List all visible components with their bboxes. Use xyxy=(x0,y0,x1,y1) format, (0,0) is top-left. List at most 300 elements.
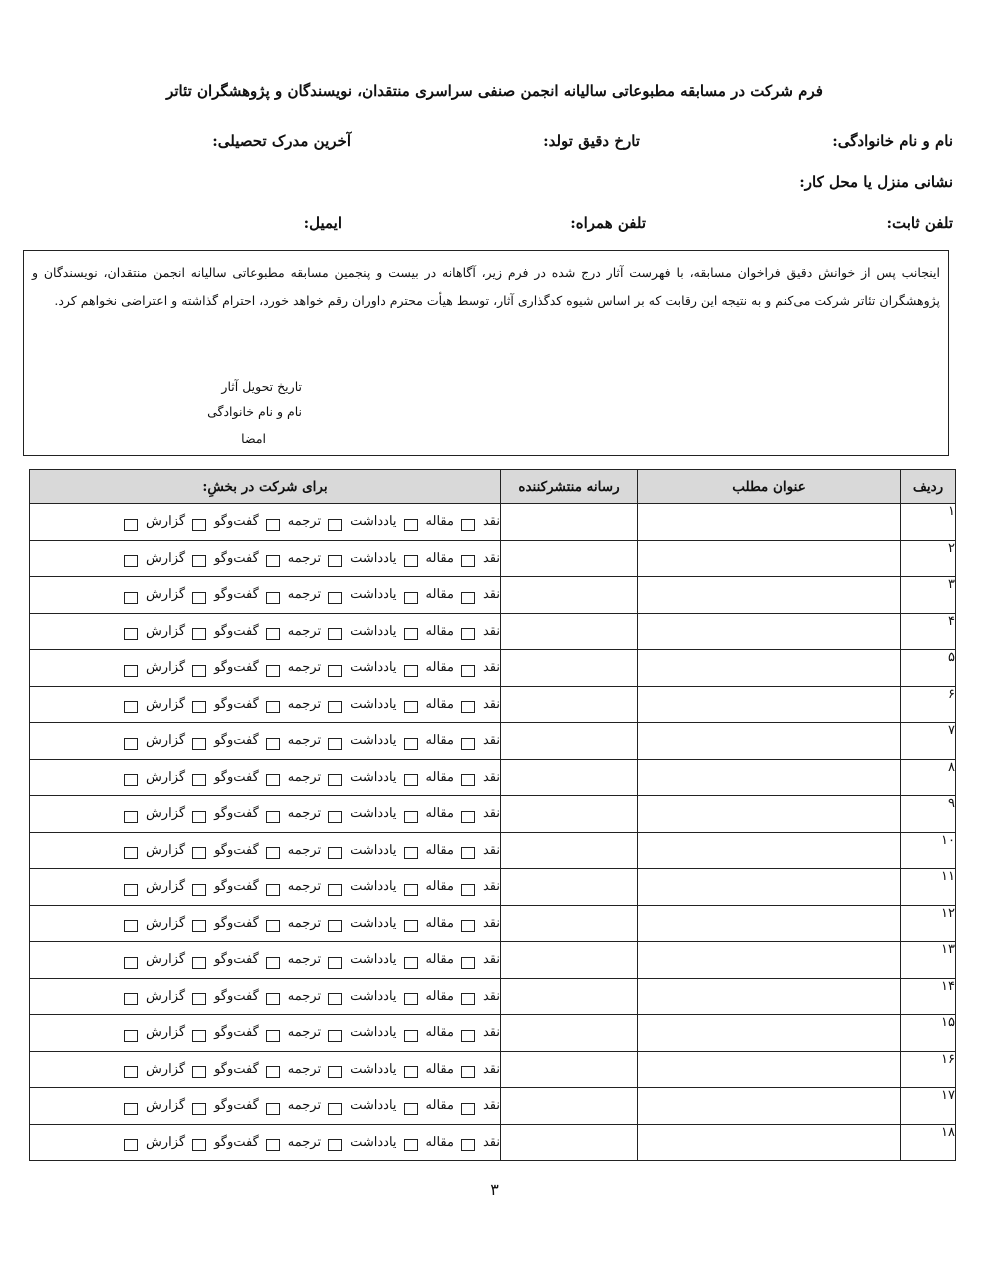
category-label: نقد xyxy=(482,1098,500,1114)
category-option xyxy=(266,1025,321,1040)
category-option xyxy=(266,916,321,931)
table-row xyxy=(30,540,956,577)
category-checkbox[interactable] xyxy=(266,665,280,677)
category-option xyxy=(461,624,500,639)
title-cell[interactable] xyxy=(638,504,901,541)
title-cell[interactable] xyxy=(638,1124,901,1161)
publisher-cell[interactable] xyxy=(501,540,638,577)
category-checkbox[interactable] xyxy=(461,1103,475,1115)
category-label: گفت‌وگو xyxy=(214,988,259,1004)
page-number: ۳ xyxy=(490,1180,499,1199)
category-option xyxy=(192,916,259,931)
category-checkbox[interactable] xyxy=(404,1066,418,1078)
category-checkbox[interactable] xyxy=(124,847,138,859)
category-option xyxy=(124,916,185,931)
table-row xyxy=(30,1051,956,1088)
category-checkbox[interactable] xyxy=(124,774,138,786)
title-cell[interactable] xyxy=(638,1015,901,1052)
row-number: ۱۳ xyxy=(901,942,956,979)
category-checkbox[interactable] xyxy=(124,701,138,713)
category-checkbox[interactable] xyxy=(266,701,280,713)
category-checkbox[interactable] xyxy=(404,592,418,604)
category-label: یادداشت xyxy=(350,988,397,1004)
publisher-cell[interactable] xyxy=(501,832,638,869)
category-checkbox[interactable] xyxy=(328,1066,342,1078)
category-checkbox[interactable] xyxy=(461,1030,475,1042)
category-option xyxy=(404,770,454,785)
category-checkbox[interactable] xyxy=(266,1066,280,1078)
category-checkbox[interactable] xyxy=(328,592,342,604)
category-option xyxy=(461,551,500,566)
title-cell[interactable] xyxy=(638,796,901,833)
publisher-cell[interactable] xyxy=(501,613,638,650)
category-option xyxy=(404,697,454,712)
row-number: ۳ xyxy=(901,577,956,614)
row-number: ۱۷ xyxy=(901,1088,956,1125)
category-checkbox[interactable] xyxy=(461,811,475,823)
category-label: گزارش xyxy=(145,952,186,968)
category-option xyxy=(461,1098,500,1113)
category-checkbox[interactable] xyxy=(328,738,342,750)
publisher-cell[interactable] xyxy=(501,905,638,942)
category-checkbox[interactable] xyxy=(124,920,138,932)
works-table xyxy=(29,469,956,1161)
category-label: گفت‌وگو xyxy=(214,733,259,749)
category-checkbox[interactable] xyxy=(124,957,138,969)
title-cell[interactable] xyxy=(638,540,901,577)
category-option xyxy=(404,733,454,748)
category-option xyxy=(404,1025,454,1040)
category-checkbox[interactable] xyxy=(328,519,342,531)
name-field-label: نام و نام خانوادگی: xyxy=(832,132,953,150)
title-cell[interactable] xyxy=(638,942,901,979)
title-cell[interactable] xyxy=(638,1088,901,1125)
category-checkbox[interactable] xyxy=(328,1103,342,1115)
category-checkbox[interactable] xyxy=(192,993,206,1005)
category-label: ترجمه xyxy=(287,1134,322,1150)
category-checkbox[interactable] xyxy=(461,628,475,640)
category-option xyxy=(124,1062,185,1077)
category-checkbox[interactable] xyxy=(192,847,206,859)
row-number: ۱۱ xyxy=(901,869,956,906)
category-option xyxy=(124,952,185,967)
category-option xyxy=(404,916,454,931)
category-option xyxy=(404,843,454,858)
category-checkbox[interactable] xyxy=(404,811,418,823)
category-checkbox[interactable] xyxy=(124,1139,138,1151)
row-number: ۱ xyxy=(901,504,956,541)
table-row xyxy=(30,723,956,760)
publisher-cell[interactable] xyxy=(501,1124,638,1161)
degree-field-label: آخرین مدرک تحصیلی: xyxy=(212,132,351,150)
category-label: یادداشت xyxy=(350,1025,397,1041)
category-checkbox[interactable] xyxy=(461,665,475,677)
table-row xyxy=(30,905,956,942)
category-label: گزارش xyxy=(145,550,186,566)
category-option xyxy=(124,697,185,712)
section-cell xyxy=(30,796,501,833)
category-option xyxy=(266,806,321,821)
category-checkbox[interactable] xyxy=(266,1139,280,1151)
category-checkbox[interactable] xyxy=(266,592,280,604)
section-cell xyxy=(30,832,501,869)
publisher-cell[interactable] xyxy=(501,796,638,833)
category-checkbox[interactable] xyxy=(404,920,418,932)
category-option xyxy=(461,989,500,1004)
category-label: گفت‌وگو xyxy=(214,842,259,858)
category-option xyxy=(404,624,454,639)
category-checkbox[interactable] xyxy=(404,847,418,859)
category-label: مقاله xyxy=(425,988,454,1004)
publisher-cell[interactable] xyxy=(501,1088,638,1125)
category-checkbox[interactable] xyxy=(266,519,280,531)
category-option xyxy=(461,843,500,858)
category-option xyxy=(266,551,321,566)
category-option xyxy=(404,952,454,967)
category-checkbox[interactable] xyxy=(192,884,206,896)
category-checkbox[interactable] xyxy=(404,957,418,969)
category-checkbox[interactable] xyxy=(192,1030,206,1042)
category-option xyxy=(404,806,454,821)
category-label: نقد xyxy=(482,988,500,1004)
category-checkbox[interactable] xyxy=(192,774,206,786)
category-label: گفت‌وگو xyxy=(214,623,259,639)
category-option xyxy=(124,551,185,566)
publisher-cell[interactable] xyxy=(501,1051,638,1088)
category-checkbox[interactable] xyxy=(124,592,138,604)
category-checkbox[interactable] xyxy=(328,665,342,677)
category-checkbox[interactable] xyxy=(461,774,475,786)
category-label: نقد xyxy=(482,1025,500,1041)
table-row xyxy=(30,613,956,650)
category-checkbox[interactable] xyxy=(266,847,280,859)
category-checkbox[interactable] xyxy=(328,847,342,859)
category-checkbox[interactable] xyxy=(328,1030,342,1042)
category-label: گفت‌وگو xyxy=(214,1098,259,1114)
category-checkbox[interactable] xyxy=(461,555,475,567)
publisher-cell[interactable] xyxy=(501,650,638,687)
publisher-cell[interactable] xyxy=(501,869,638,906)
category-checkbox[interactable] xyxy=(461,738,475,750)
category-label: گزارش xyxy=(145,988,186,1004)
title-cell[interactable] xyxy=(638,613,901,650)
address-field-label: نشانی منزل یا محل کار: xyxy=(799,173,953,191)
section-cell xyxy=(30,759,501,796)
category-label: گزارش xyxy=(145,1025,186,1041)
category-checkbox[interactable] xyxy=(124,1103,138,1115)
category-checkbox[interactable] xyxy=(266,738,280,750)
category-checkbox[interactable] xyxy=(192,1103,206,1115)
category-checkbox[interactable] xyxy=(266,993,280,1005)
category-option xyxy=(266,843,321,858)
category-label: گزارش xyxy=(145,769,186,785)
section-cell xyxy=(30,1124,501,1161)
category-checkbox[interactable] xyxy=(266,957,280,969)
category-checkbox[interactable] xyxy=(461,920,475,932)
category-label: مقاله xyxy=(425,806,454,822)
category-label: مقاله xyxy=(425,1061,454,1077)
category-checkbox[interactable] xyxy=(192,920,206,932)
category-checkbox[interactable] xyxy=(266,1103,280,1115)
category-checkbox[interactable] xyxy=(328,884,342,896)
signer-name-label: نام و نام خانوادگی xyxy=(207,404,302,419)
category-label: گزارش xyxy=(145,879,186,895)
category-checkbox[interactable] xyxy=(192,1139,206,1151)
category-option xyxy=(192,1025,259,1040)
category-label: مقاله xyxy=(425,587,454,603)
category-checkbox[interactable] xyxy=(266,774,280,786)
category-option xyxy=(192,989,259,1004)
category-checkbox[interactable] xyxy=(328,1139,342,1151)
category-checkbox[interactable] xyxy=(328,920,342,932)
category-label: ترجمه xyxy=(287,514,322,530)
category-option xyxy=(124,624,185,639)
category-label: یادداشت xyxy=(350,1061,397,1077)
category-option xyxy=(404,587,454,602)
category-option xyxy=(328,1098,396,1113)
category-option xyxy=(461,733,500,748)
category-checkbox[interactable] xyxy=(404,884,418,896)
category-label: ترجمه xyxy=(287,587,322,603)
row-number: ۹ xyxy=(901,796,956,833)
category-option xyxy=(461,770,500,785)
publisher-cell[interactable] xyxy=(501,686,638,723)
publisher-cell[interactable] xyxy=(501,504,638,541)
section-cell xyxy=(30,1015,501,1052)
category-checkbox[interactable] xyxy=(192,738,206,750)
category-checkbox[interactable] xyxy=(404,1139,418,1151)
category-label: ترجمه xyxy=(287,952,322,968)
category-option xyxy=(461,1025,500,1040)
category-option xyxy=(328,806,396,821)
category-label: گفت‌وگو xyxy=(214,1134,259,1150)
category-checkbox[interactable] xyxy=(124,665,138,677)
category-option xyxy=(124,879,185,894)
category-checkbox[interactable] xyxy=(404,774,418,786)
section-cell xyxy=(30,978,501,1015)
row-number: ۱۶ xyxy=(901,1051,956,1088)
table-row xyxy=(30,686,956,723)
category-label: گفت‌وگو xyxy=(214,915,259,931)
category-checkbox[interactable] xyxy=(404,993,418,1005)
form-title: فرم شرکت در مسابقه مطبوعاتی سالیانه انجمن صنفی سراسری منتقدان، نویسندگان و پژوهشگران تئاتر xyxy=(166,82,823,100)
category-option xyxy=(266,1135,321,1150)
delivery-date-label: تاریخ تحویل آثار xyxy=(221,379,302,394)
section-cell xyxy=(30,577,501,614)
category-option xyxy=(328,551,396,566)
category-checkbox[interactable] xyxy=(266,884,280,896)
category-checkbox[interactable] xyxy=(404,555,418,567)
birth-date-field-label: تارخ دقیق تولد: xyxy=(543,132,640,150)
category-checkbox[interactable] xyxy=(328,993,342,1005)
category-label: ترجمه xyxy=(287,769,322,785)
category-label: یادداشت xyxy=(350,733,397,749)
publisher-cell[interactable] xyxy=(501,1015,638,1052)
category-checkbox[interactable] xyxy=(461,957,475,969)
category-label: ترجمه xyxy=(287,696,322,712)
section-cell xyxy=(30,504,501,541)
category-checkbox[interactable] xyxy=(192,628,206,640)
title-cell[interactable] xyxy=(638,686,901,723)
category-option xyxy=(328,587,396,602)
title-cell[interactable] xyxy=(638,723,901,760)
category-checkbox[interactable] xyxy=(192,665,206,677)
category-checkbox[interactable] xyxy=(461,847,475,859)
category-checkbox[interactable] xyxy=(461,592,475,604)
category-label: نقد xyxy=(482,1061,500,1077)
category-checkbox[interactable] xyxy=(266,555,280,567)
category-label: نقد xyxy=(482,660,500,676)
table-row xyxy=(30,577,956,614)
category-checkbox[interactable] xyxy=(124,628,138,640)
category-option xyxy=(404,1062,454,1077)
category-label: مقاله xyxy=(425,1134,454,1150)
category-option xyxy=(266,733,321,748)
category-checkbox[interactable] xyxy=(124,993,138,1005)
publisher-cell[interactable] xyxy=(501,723,638,760)
category-checkbox[interactable] xyxy=(266,1030,280,1042)
row-number: ۱۸ xyxy=(901,1124,956,1161)
category-checkbox[interactable] xyxy=(192,701,206,713)
row-number: ۱۵ xyxy=(901,1015,956,1052)
category-option xyxy=(461,514,500,529)
category-checkbox[interactable] xyxy=(404,665,418,677)
category-checkbox[interactable] xyxy=(192,957,206,969)
category-label: نقد xyxy=(482,806,500,822)
category-checkbox[interactable] xyxy=(328,811,342,823)
category-checkbox[interactable] xyxy=(461,519,475,531)
category-checkbox[interactable] xyxy=(192,811,206,823)
category-label: نقد xyxy=(482,623,500,639)
category-option xyxy=(192,1135,259,1150)
title-cell[interactable] xyxy=(638,1051,901,1088)
category-option xyxy=(461,660,500,675)
category-checkbox[interactable] xyxy=(266,811,280,823)
category-checkbox[interactable] xyxy=(124,555,138,567)
publisher-cell[interactable] xyxy=(501,577,638,614)
category-checkbox[interactable] xyxy=(328,555,342,567)
publisher-cell[interactable] xyxy=(501,759,638,796)
category-checkbox[interactable] xyxy=(461,884,475,896)
publisher-cell[interactable] xyxy=(501,942,638,979)
category-checkbox[interactable] xyxy=(461,1066,475,1078)
category-option xyxy=(461,916,500,931)
category-checkbox[interactable] xyxy=(266,628,280,640)
category-option xyxy=(266,770,321,785)
category-option xyxy=(124,587,185,602)
title-cell[interactable] xyxy=(638,650,901,687)
category-label: نقد xyxy=(482,842,500,858)
category-option xyxy=(124,660,185,675)
category-label: گفت‌وگو xyxy=(214,806,259,822)
category-option xyxy=(328,843,396,858)
category-checkbox[interactable] xyxy=(461,701,475,713)
title-cell[interactable] xyxy=(638,905,901,942)
category-label: مقاله xyxy=(425,660,454,676)
title-cell[interactable] xyxy=(638,978,901,1015)
category-label: مقاله xyxy=(425,514,454,530)
title-cell[interactable] xyxy=(638,759,901,796)
category-checkbox[interactable] xyxy=(266,920,280,932)
row-number: ۵ xyxy=(901,650,956,687)
category-option xyxy=(192,879,259,894)
category-label: گفت‌وگو xyxy=(214,587,259,603)
mobile-field-label: تلفن همراه: xyxy=(570,214,646,232)
row-number: ۱۰ xyxy=(901,832,956,869)
category-label: نقد xyxy=(482,915,500,931)
category-checkbox[interactable] xyxy=(461,1139,475,1151)
category-label: گزارش xyxy=(145,1061,186,1077)
table-row xyxy=(30,504,956,541)
title-cell[interactable] xyxy=(638,869,901,906)
section-header: برای شرکت در بخشِ: xyxy=(30,470,501,504)
category-checkbox[interactable] xyxy=(404,628,418,640)
category-checkbox[interactable] xyxy=(124,738,138,750)
publisher-cell[interactable] xyxy=(501,978,638,1015)
category-option xyxy=(124,989,185,1004)
section-cell xyxy=(30,869,501,906)
table-row xyxy=(30,1015,956,1052)
category-checkbox[interactable] xyxy=(461,993,475,1005)
row-number: ۲ xyxy=(901,540,956,577)
category-checkbox[interactable] xyxy=(404,1103,418,1115)
category-label: گفت‌وگو xyxy=(214,769,259,785)
category-checkbox[interactable] xyxy=(192,555,206,567)
category-checkbox[interactable] xyxy=(192,519,206,531)
category-checkbox[interactable] xyxy=(124,884,138,896)
category-label: نقد xyxy=(482,769,500,785)
category-checkbox[interactable] xyxy=(404,738,418,750)
category-checkbox[interactable] xyxy=(124,811,138,823)
category-option xyxy=(192,733,259,748)
table-row xyxy=(30,978,956,1015)
category-option xyxy=(266,1098,321,1113)
category-option xyxy=(266,587,321,602)
row-number: ۷ xyxy=(901,723,956,760)
category-checkbox[interactable] xyxy=(328,701,342,713)
category-option xyxy=(192,660,259,675)
category-checkbox[interactable] xyxy=(328,628,342,640)
landline-field-label: تلفن ثابت: xyxy=(886,214,953,232)
category-checkbox[interactable] xyxy=(124,519,138,531)
category-checkbox[interactable] xyxy=(404,519,418,531)
publisher-header: رسانه منتشرکننده xyxy=(501,470,638,504)
category-option xyxy=(404,660,454,675)
category-label: ترجمه xyxy=(287,733,322,749)
category-checkbox[interactable] xyxy=(328,774,342,786)
category-option xyxy=(404,879,454,894)
category-checkbox[interactable] xyxy=(192,592,206,604)
category-checkbox[interactable] xyxy=(404,1030,418,1042)
category-checkbox[interactable] xyxy=(404,701,418,713)
category-option xyxy=(192,806,259,821)
category-checkbox[interactable] xyxy=(328,957,342,969)
category-option xyxy=(192,843,259,858)
category-label: مقاله xyxy=(425,842,454,858)
category-option xyxy=(328,952,396,967)
category-option xyxy=(192,697,259,712)
category-label: مقاله xyxy=(425,952,454,968)
category-option xyxy=(124,770,185,785)
category-checkbox[interactable] xyxy=(124,1030,138,1042)
table-row xyxy=(30,759,956,796)
category-checkbox[interactable] xyxy=(124,1066,138,1078)
title-cell[interactable] xyxy=(638,832,901,869)
category-checkbox[interactable] xyxy=(192,1066,206,1078)
category-label: یادداشت xyxy=(350,806,397,822)
title-cell[interactable] xyxy=(638,577,901,614)
category-option xyxy=(266,989,321,1004)
